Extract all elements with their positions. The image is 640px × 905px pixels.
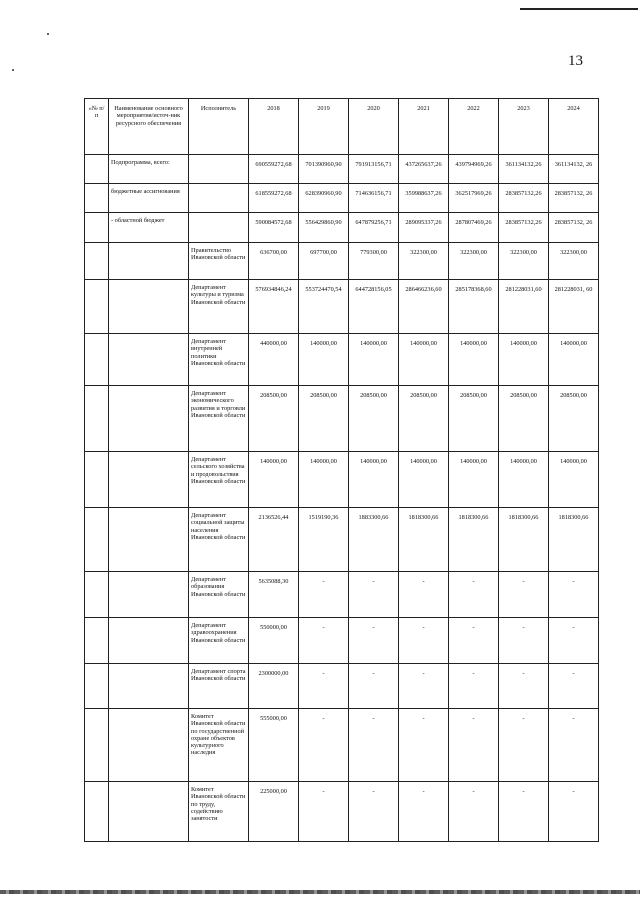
executor-cell: Департамент здравоохранения Ивановской области	[189, 618, 249, 664]
amount-cell: -	[449, 709, 499, 782]
executor-cell: Комитет Ивановской области по труду, содействию занятости	[189, 782, 249, 842]
row-number-cell	[85, 213, 109, 243]
amount-cell: 322300,00	[549, 243, 599, 280]
amount-cell: 140000,00	[349, 334, 399, 386]
amount-cell: -	[399, 664, 449, 709]
amount-cell: 1818300,66	[499, 508, 549, 572]
amount-cell: 576934846,24	[249, 280, 299, 334]
amount-cell: 140000,00	[499, 334, 549, 386]
executor-cell: Департамент культуры и туризма Ивановской области	[189, 280, 249, 334]
measure-cell	[109, 618, 189, 664]
amount-cell: 283857132, 26	[549, 184, 599, 213]
measure-cell: бюджетные ассигнования	[109, 184, 189, 213]
executor-cell: Департамент образования Ивановской области	[189, 572, 249, 618]
amount-cell: 791913156,71	[349, 155, 399, 184]
amount-cell: -	[349, 572, 399, 618]
scan-speck	[12, 69, 14, 71]
amount-cell: 437265637,26	[399, 155, 449, 184]
measure-cell	[109, 782, 189, 842]
amount-cell: -	[499, 618, 549, 664]
row-number-cell	[85, 452, 109, 508]
table-row	[85, 334, 599, 386]
amount-cell: 208500,00	[349, 386, 399, 452]
amount-cell: 289095337,26	[399, 213, 449, 243]
executor-cell	[189, 184, 249, 213]
amount-cell: -	[299, 782, 349, 842]
table-row	[85, 243, 599, 280]
measure-cell	[109, 386, 189, 452]
amount-cell: 283857132,26	[499, 213, 549, 243]
amount-cell: 714636156,71	[349, 184, 399, 213]
row-number-cell	[85, 243, 109, 280]
amount-cell: 697700,00	[299, 243, 349, 280]
table-row	[85, 664, 599, 709]
table-row	[85, 618, 599, 664]
header-cell-executor: Исполнитель	[189, 99, 249, 155]
scan-speck	[47, 33, 49, 35]
table-row	[85, 782, 599, 842]
amount-cell: 636700,00	[249, 243, 299, 280]
amount-cell: 140000,00	[399, 334, 449, 386]
amount-cell: -	[399, 709, 449, 782]
amount-cell: 362517969,26	[449, 184, 499, 213]
amount-cell: -	[349, 782, 399, 842]
amount-cell: 1883300,66	[349, 508, 399, 572]
executor-cell	[189, 213, 249, 243]
amount-cell: 701390960,90	[299, 155, 349, 184]
amount-cell: 556429860,90	[299, 213, 349, 243]
amount-cell: -	[549, 709, 599, 782]
row-number-cell	[85, 709, 109, 782]
amount-cell: -	[349, 618, 399, 664]
amount-cell: 322300,00	[499, 243, 549, 280]
measure-cell: - областной бюджет	[109, 213, 189, 243]
measure-cell	[109, 572, 189, 618]
executor-cell: Департамент социальной защиты населения Ивановской области	[189, 508, 249, 572]
amount-cell: 140000,00	[399, 452, 449, 508]
row-number-cell	[85, 782, 109, 842]
executor-cell: Департамент спорта Ивановской области	[189, 664, 249, 709]
table-row	[85, 386, 599, 452]
amount-cell: 285178368,60	[449, 280, 499, 334]
amount-cell: -	[449, 618, 499, 664]
amount-cell: 286466236,60	[399, 280, 449, 334]
executor-cell: Департамент сельского хозяйства и продовольствия Ивановской области	[189, 452, 249, 508]
executor-cell: Комитет Ивановской области по государственной охране объектов культурного наследия	[189, 709, 249, 782]
amount-cell: 1818300,66	[449, 508, 499, 572]
measure-cell	[109, 452, 189, 508]
table-row	[85, 155, 599, 184]
amount-cell: 140000,00	[499, 452, 549, 508]
row-number-cell	[85, 334, 109, 386]
header-cell-number: «№ п/п	[85, 99, 109, 155]
amount-cell: 553724470,54	[299, 280, 349, 334]
amount-cell: -	[499, 782, 549, 842]
table-row	[85, 508, 599, 572]
scan-artifact-top-line	[520, 8, 638, 10]
amount-cell: 140000,00	[299, 452, 349, 508]
amount-cell: 287807469,26	[449, 213, 499, 243]
amount-cell: 283857132, 26	[549, 213, 599, 243]
amount-cell: 2300000,00	[249, 664, 299, 709]
table-row	[85, 184, 599, 213]
measure-cell	[109, 280, 189, 334]
amount-cell: 779300,00	[349, 243, 399, 280]
header-cell-2018: 2018	[249, 99, 299, 155]
header-cell-2019: 2019	[299, 99, 349, 155]
amount-cell: 555000,00	[249, 709, 299, 782]
amount-cell: 281228031,60	[499, 280, 549, 334]
measure-cell	[109, 709, 189, 782]
measure-cell: Подпрограмма, всего:	[109, 155, 189, 184]
amount-cell: 550000,00	[249, 618, 299, 664]
amount-cell: 140000,00	[549, 452, 599, 508]
header-cell-2020: 2020	[349, 99, 399, 155]
amount-cell: 140000,00	[549, 334, 599, 386]
amount-cell: 322300,00	[399, 243, 449, 280]
amount-cell: 5635088,30	[249, 572, 299, 618]
amount-cell: -	[549, 782, 599, 842]
amount-cell: 690559272,68	[249, 155, 299, 184]
executor-cell: Департамент внутренней политики Ивановской области	[189, 334, 249, 386]
header-cell-2024: 2024	[549, 99, 599, 155]
amount-cell: 225000,00	[249, 782, 299, 842]
row-number-cell	[85, 664, 109, 709]
header-cell-2021: 2021	[399, 99, 449, 155]
executor-cell: Правительство Ивановской области	[189, 243, 249, 280]
amount-cell: -	[449, 664, 499, 709]
amount-cell: -	[299, 618, 349, 664]
amount-cell: 647879256,71	[349, 213, 399, 243]
amount-cell: 322300,00	[449, 243, 499, 280]
amount-cell: 590084572,68	[249, 213, 299, 243]
row-number-cell	[85, 618, 109, 664]
amount-cell: 140000,00	[249, 452, 299, 508]
amount-cell: 208500,00	[549, 386, 599, 452]
amount-cell: -	[349, 664, 399, 709]
amount-cell: 644728156,05	[349, 280, 399, 334]
amount-cell: 208500,00	[449, 386, 499, 452]
amount-cell: 1519190,36	[299, 508, 349, 572]
amount-cell: -	[449, 782, 499, 842]
amount-cell: -	[399, 572, 449, 618]
measure-cell	[109, 664, 189, 709]
amount-cell: 208500,00	[249, 386, 299, 452]
amount-cell: -	[549, 618, 599, 664]
amount-cell: 361134132,26	[499, 155, 549, 184]
executor-cell	[189, 155, 249, 184]
amount-cell: -	[299, 709, 349, 782]
amount-cell: 1818300,66	[399, 508, 449, 572]
row-number-cell	[85, 155, 109, 184]
budget-table	[84, 98, 599, 842]
amount-cell: -	[449, 572, 499, 618]
row-number-cell	[85, 508, 109, 572]
amount-cell: 1818300,66	[549, 508, 599, 572]
table-row	[85, 213, 599, 243]
amount-cell: 140000,00	[349, 452, 399, 508]
amount-cell: 439794969,26	[449, 155, 499, 184]
amount-cell: 359988637,26	[399, 184, 449, 213]
measure-cell	[109, 508, 189, 572]
measure-cell	[109, 334, 189, 386]
amount-cell: 281228031, 60	[549, 280, 599, 334]
table-row	[85, 452, 599, 508]
amount-cell: 618559272,68	[249, 184, 299, 213]
page-number: 13	[568, 53, 583, 69]
amount-cell: -	[399, 618, 449, 664]
amount-cell: 208500,00	[299, 386, 349, 452]
amount-cell: 440000,00	[249, 334, 299, 386]
amount-cell: -	[299, 664, 349, 709]
amount-cell: 208500,00	[399, 386, 449, 452]
table-row	[85, 280, 599, 334]
table-header-row	[85, 99, 599, 155]
row-number-cell	[85, 386, 109, 452]
row-number-cell	[85, 280, 109, 334]
measure-cell	[109, 243, 189, 280]
header-cell-measure: Наименование основного мероприятия/источ-ник ресурсного обеспечения	[109, 99, 189, 155]
executor-cell: Департамент экономического развития и торговли Ивановской области	[189, 386, 249, 452]
amount-cell: 361134132, 26	[549, 155, 599, 184]
header-cell-2022: 2022	[449, 99, 499, 155]
amount-cell: 208500,00	[499, 386, 549, 452]
amount-cell: 283857132,26	[499, 184, 549, 213]
scan-artifact-bottom-edge	[0, 890, 640, 894]
amount-cell: 2136526,44	[249, 508, 299, 572]
table-row	[85, 709, 599, 782]
amount-cell: -	[349, 709, 399, 782]
amount-cell: 140000,00	[449, 452, 499, 508]
amount-cell: -	[499, 709, 549, 782]
amount-cell: 140000,00	[449, 334, 499, 386]
amount-cell: -	[549, 664, 599, 709]
amount-cell: -	[549, 572, 599, 618]
amount-cell: 628390960,90	[299, 184, 349, 213]
amount-cell: -	[399, 782, 449, 842]
row-number-cell	[85, 572, 109, 618]
amount-cell: -	[499, 572, 549, 618]
row-number-cell	[85, 184, 109, 213]
header-cell-2023: 2023	[499, 99, 549, 155]
amount-cell: 140000,00	[299, 334, 349, 386]
amount-cell: -	[299, 572, 349, 618]
table-row	[85, 572, 599, 618]
amount-cell: -	[499, 664, 549, 709]
